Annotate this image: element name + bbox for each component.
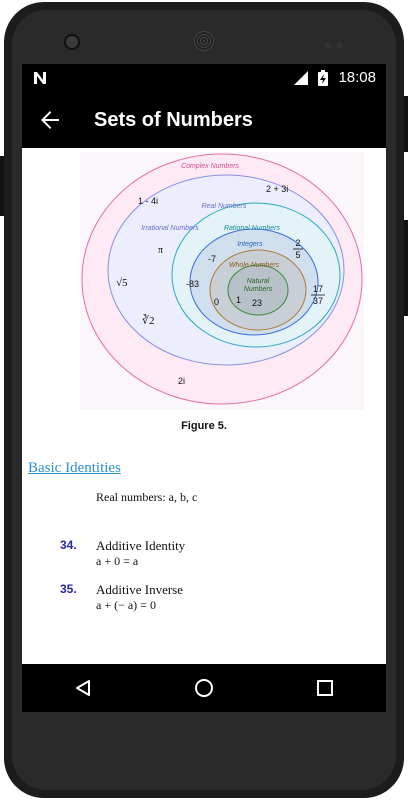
screen bbox=[22, 64, 386, 712]
status-bar bbox=[22, 64, 386, 92]
item-number: 34. bbox=[60, 538, 77, 552]
back-button[interactable] bbox=[22, 92, 78, 148]
example-1-minus-4i: 1 - 4i bbox=[138, 196, 159, 206]
speaker-icon bbox=[194, 31, 214, 51]
example-23: 23 bbox=[252, 298, 263, 308]
navigation-bar bbox=[22, 664, 386, 712]
example-sqrt5: √5 bbox=[116, 277, 128, 289]
circle-home-icon bbox=[194, 678, 214, 698]
n-icon bbox=[32, 70, 48, 91]
sets-of-numbers-diagram bbox=[80, 152, 364, 410]
example-cbrt2: ∛2 bbox=[142, 315, 155, 327]
figure-caption: Figure 5. bbox=[181, 420, 227, 432]
example-0: 0 bbox=[214, 297, 220, 307]
nav-home-button[interactable] bbox=[174, 664, 234, 712]
toolbar bbox=[22, 92, 386, 148]
real-numbers-text: Real numbers: a, b, c bbox=[96, 490, 198, 504]
arrow-left-icon bbox=[40, 110, 60, 130]
example-2i: 2i bbox=[178, 376, 186, 386]
triangle-back-icon bbox=[74, 679, 92, 697]
example-fraction-2-5-den: 5 bbox=[295, 250, 301, 260]
item-title: Additive Inverse bbox=[96, 582, 184, 597]
complex-numbers-label: Complex Numbers bbox=[181, 163, 239, 170]
example-fraction-2-5-num: 2 bbox=[295, 238, 301, 248]
basic-identities-link[interactable]: Basic Identities bbox=[28, 460, 121, 476]
example-1: 1 bbox=[236, 295, 242, 305]
content-area[interactable] bbox=[22, 148, 386, 664]
volume-button bbox=[404, 220, 408, 316]
side-button-left bbox=[0, 156, 4, 216]
natural-numbers-label-1: Natural bbox=[246, 278, 270, 285]
natural-numbers-label-2: Numbers bbox=[243, 286, 273, 293]
square-recents-icon bbox=[316, 679, 334, 697]
example-fraction-17-37-num: 17 bbox=[312, 284, 324, 294]
example-pi: π bbox=[158, 245, 164, 256]
example-minus-7: -7 bbox=[208, 254, 217, 264]
integers-label: Integers bbox=[237, 241, 263, 248]
page-title: Sets of Numbers bbox=[94, 108, 253, 131]
status-time: 18:08 bbox=[338, 69, 376, 86]
irrational-numbers-label: Irrational Numbers bbox=[141, 225, 199, 232]
signal-icon bbox=[294, 71, 308, 85]
item-equation: a + 0 = a bbox=[96, 554, 139, 568]
power-button bbox=[404, 96, 408, 152]
real-numbers-label: Real Numbers bbox=[201, 203, 247, 210]
example-2-plus-3i: 2 + 3i bbox=[266, 184, 289, 194]
example-fraction-17-37-den: 37 bbox=[312, 296, 324, 306]
battery-charging-icon bbox=[318, 70, 328, 86]
sensor-icon bbox=[324, 36, 352, 44]
item-number: 35. bbox=[60, 582, 77, 596]
example-minus-83: -83 bbox=[186, 279, 200, 289]
nav-recents-button[interactable] bbox=[295, 664, 355, 712]
rational-numbers-label: Rational Numbers bbox=[223, 225, 281, 232]
item-title: Additive Identity bbox=[96, 538, 186, 553]
front-camera-icon bbox=[64, 34, 80, 50]
item-equation: a + (− a) = 0 bbox=[96, 598, 156, 612]
whole-numbers-label: Whole Numbers bbox=[228, 262, 280, 269]
nav-back-button[interactable] bbox=[53, 664, 113, 712]
